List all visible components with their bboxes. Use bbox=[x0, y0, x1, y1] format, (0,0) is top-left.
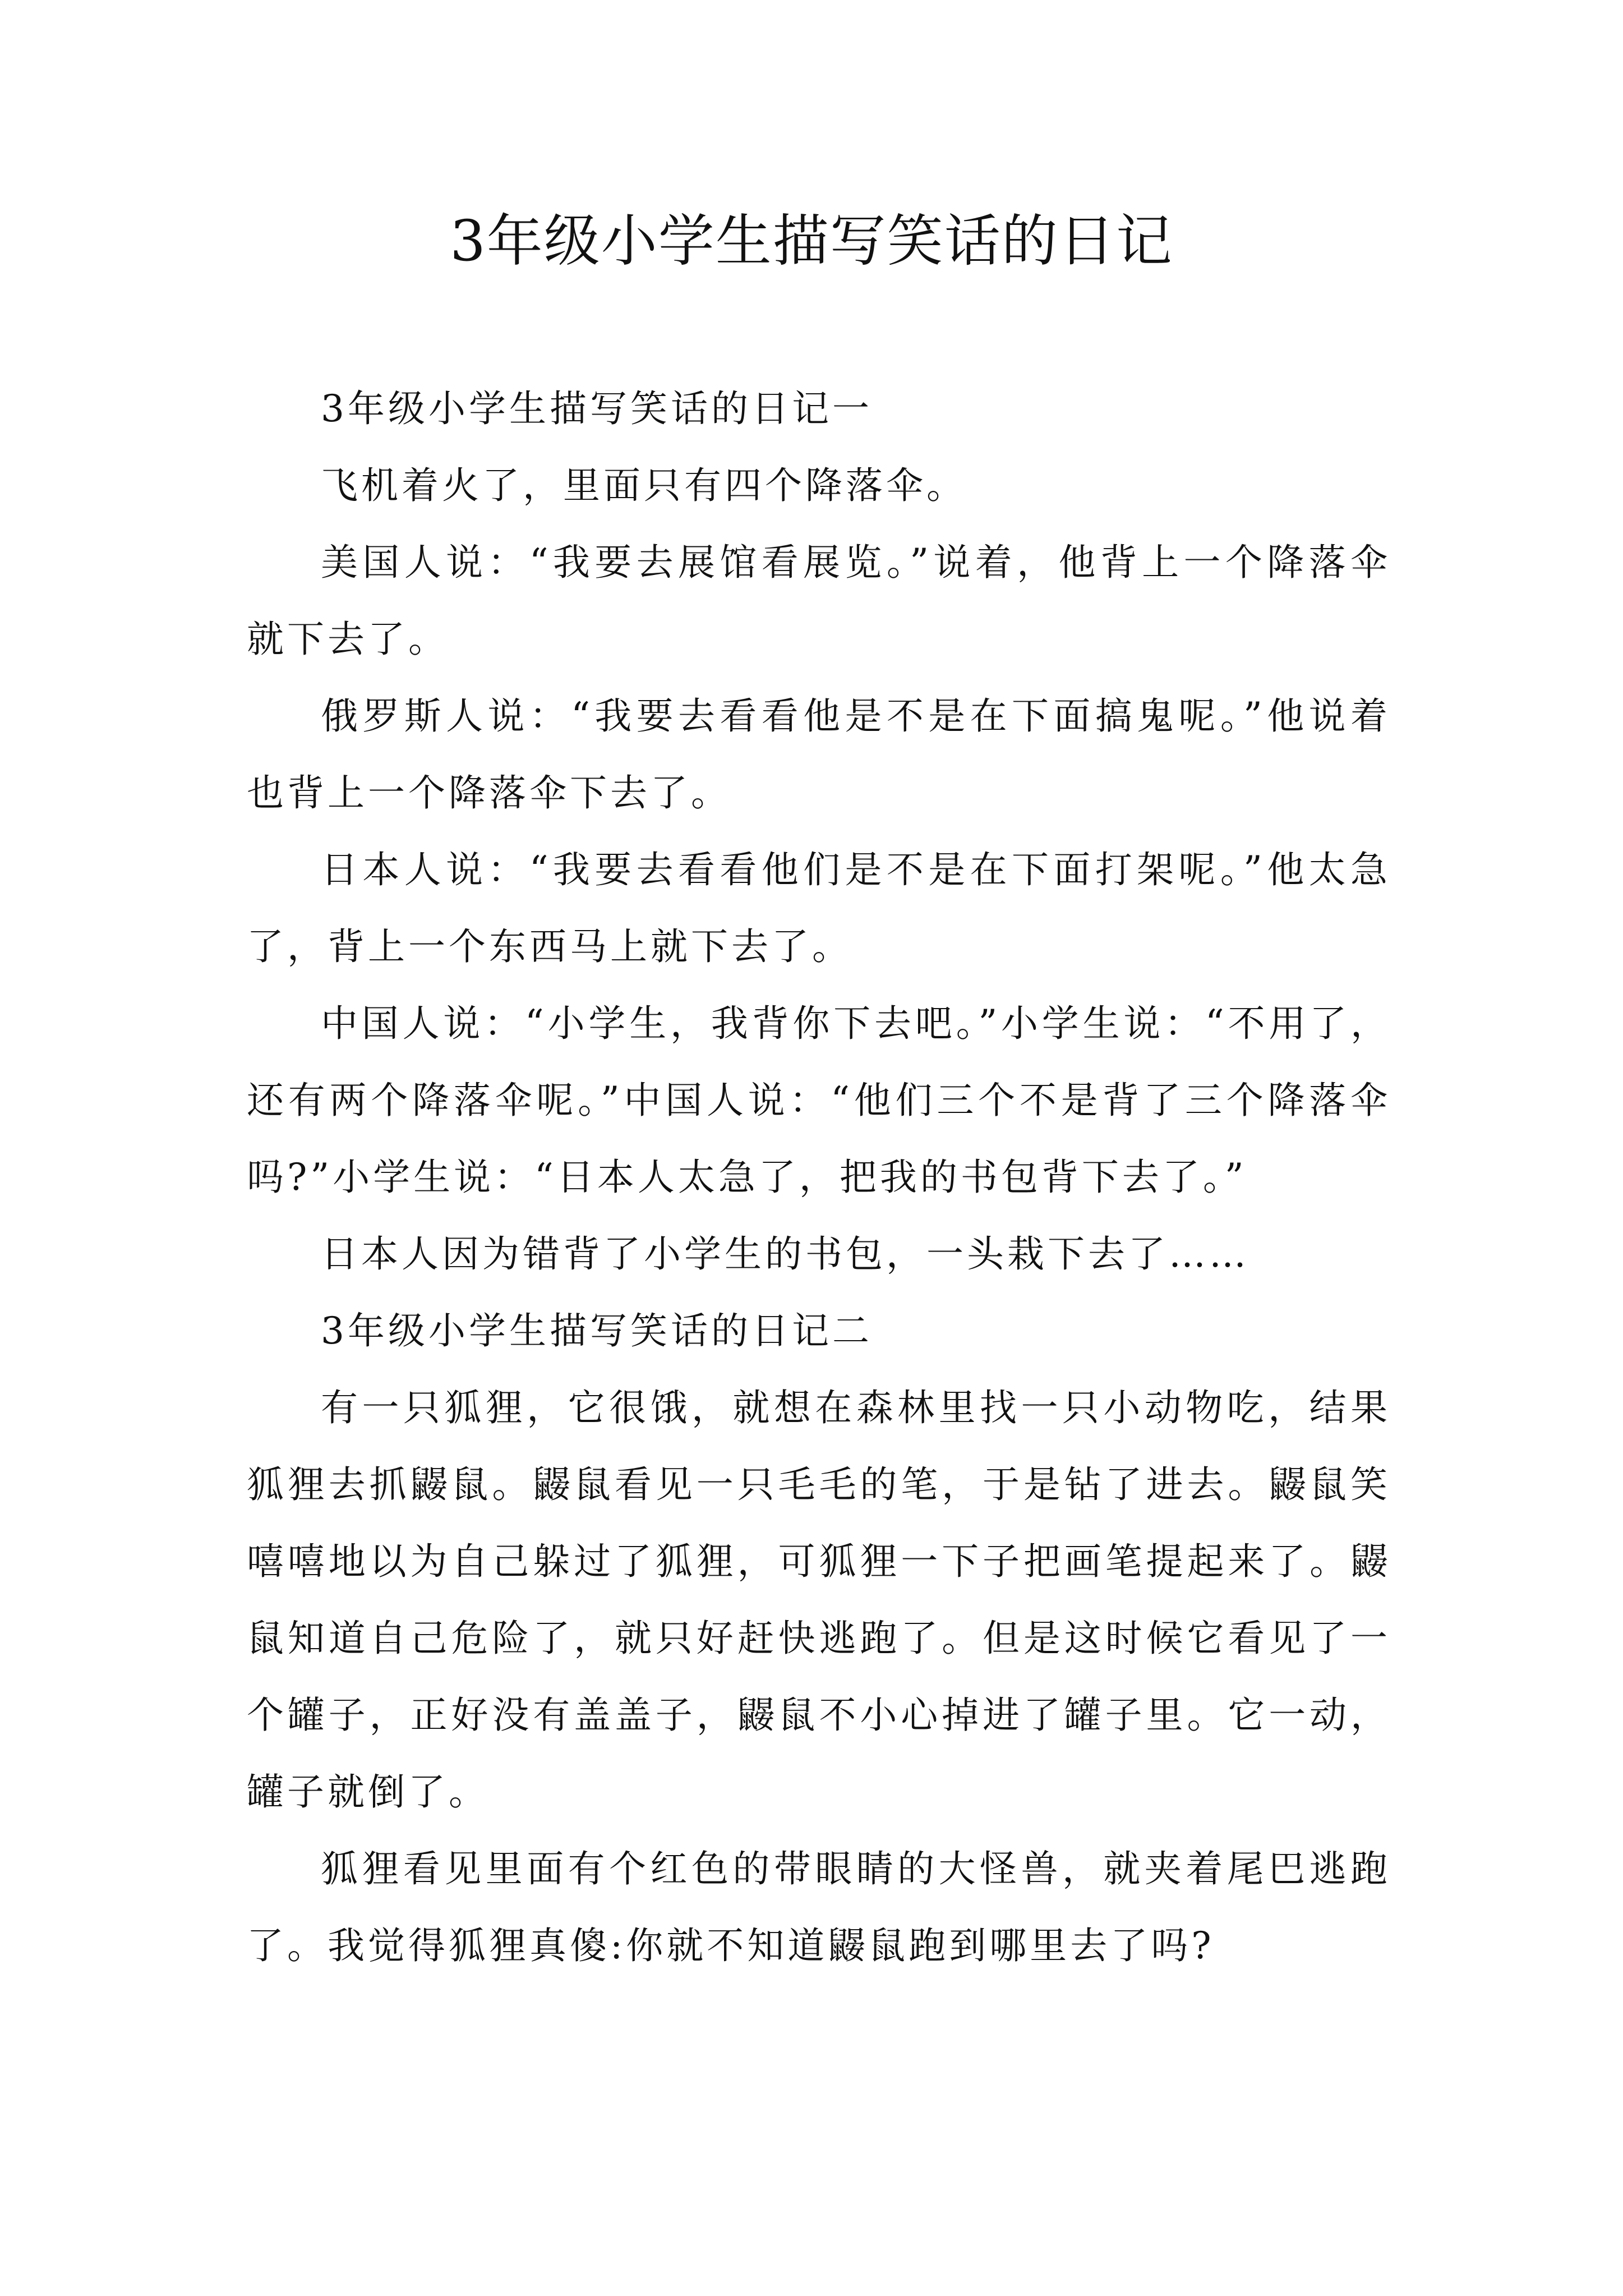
section-heading-2: 3年级小学生描写笑话的日记二 bbox=[321, 1309, 873, 1352]
paragraph: 美国人说：“我要去展馆看展览。”说着，他背上一个降落伞就下去了。 bbox=[247, 541, 1391, 661]
document-body bbox=[247, 370, 1391, 1984]
paragraph: 俄罗斯人说：“我要去看看他是不是在下面搞鬼呢。”他说着也背上一个降落伞下去了。 bbox=[247, 694, 1391, 815]
paragraph: 日本人因为错背了小学生的书包，一头栽下去了…… bbox=[321, 1232, 1249, 1276]
section-heading-1: 3年级小学生描写笑话的日记一 bbox=[321, 387, 873, 430]
paragraph: 中国人说：“小学生，我背你下去吧。”小学生说：“不用了，还有两个降落伞呢。”中国人说：“他们三个不是背了三个降落伞吗?”小学生说：“日本人太急了，把我的书包背下去了。” bbox=[247, 1002, 1391, 1199]
paragraph: 狐狸看见里面有个红色的带眼睛的大怪兽，就夹着尾巴逃跑了。我觉得狐狸真傻:你就不知道鼹鼠跑到哪里去了吗? bbox=[247, 1847, 1391, 1967]
document-title: 3年级小学生描写笑话的日记 bbox=[450, 208, 1173, 274]
paragraph: 飞机着火了，里面只有四个降落伞。 bbox=[321, 464, 967, 507]
paragraph: 日本人说：“我要去看看他们是不是在下面打架呢。”他太急了，背上一个东西马上就下去了。 bbox=[247, 848, 1391, 968]
paragraph: 有一只狐狸，它很饿，就想在森林里找一只小动物吃，结果狐狸去抓鼹鼠。鼹鼠看见一只毛毛的笔，于是钻了进去。鼹鼠笑嘻嘻地以为自己躲过了狐狸，可狐狸一下子把画笔提起来了。鼹鼠知道自己危险了，就只好赶快逃跑了。但是这时候它看见了一个罐子，正好没有盖盖子，鼹鼠不小心掉进了罐子里。它一动，罐子就倒了。 bbox=[247, 1386, 1391, 1814]
